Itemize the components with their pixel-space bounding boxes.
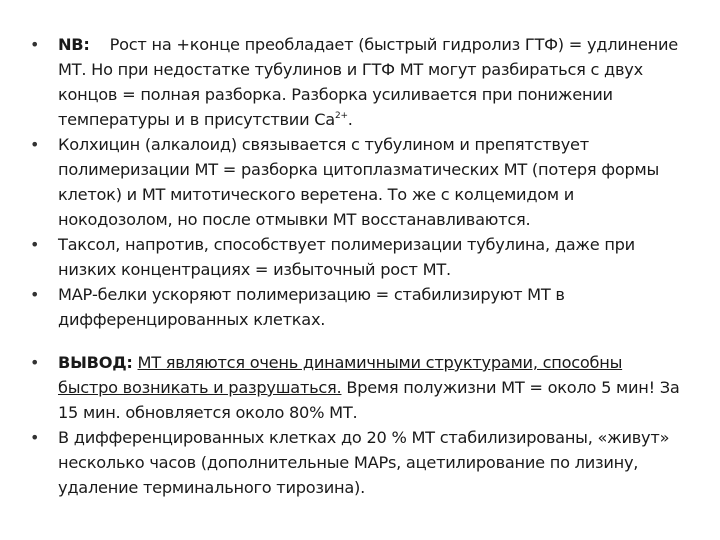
list-item-differentiated-cells bbox=[0, 425, 720, 500]
conclusion-underlined-text: МТ являются очень динамичными структурами, способны быстро возникать и разрушаться. bbox=[58, 353, 623, 397]
list-item-taxol bbox=[0, 232, 720, 282]
list-item-colchicine bbox=[0, 132, 720, 232]
list-item-conclusion bbox=[0, 350, 720, 425]
bullet-group-mechanisms bbox=[0, 32, 720, 332]
nb-text: Рост на +конце преобладает (быстрый гидролиз ГТФ) = удлинение МТ. Но при недостатке тубулинов и ГТФ МТ могут разбираться с двух концов = полная разборка. Разборка усиливается при понижении температуры и в присутствии Са bbox=[58, 35, 678, 129]
differentiated-cells-text: В дифференцированных клетках до 20 % МТ стабилизированы, «живут» несколько часов (дополнительные МАРs, ацетилирование по лизину, удаление терминального тирозина). bbox=[58, 428, 670, 497]
list-item-nb bbox=[0, 32, 720, 132]
bullet-icon: • bbox=[30, 135, 40, 154]
nb-label: NB: bbox=[58, 35, 90, 54]
bullet-icon: • bbox=[30, 235, 40, 254]
nb-tail: . bbox=[347, 110, 353, 129]
list-item-map-proteins bbox=[0, 282, 720, 332]
conclusion-text: Время полужизни МТ = около 5 мин! За 15 мин. обновляется около 80% МТ. bbox=[58, 378, 680, 422]
bullet-icon: • bbox=[30, 428, 40, 447]
bullet-icon: • bbox=[30, 285, 40, 304]
map-proteins-text: МАР-белки ускоряют полимеризацию = стабилизируют МТ в дифференцированных клетках. bbox=[58, 285, 565, 329]
bullet-icon: • bbox=[30, 35, 40, 54]
calcium-charge: 2+ bbox=[334, 111, 348, 121]
bullet-icon: • bbox=[30, 353, 40, 372]
conclusion-label: ВЫВОД: bbox=[58, 353, 133, 372]
taxol-text: Таксол, напротив, способствует полимеризации тубулина, даже при низких концентрациях = избыточный рост МТ. bbox=[58, 235, 635, 279]
bullet-group-conclusion bbox=[0, 350, 720, 500]
colchicine-text: Колхицин (алкалоид) связывается с тубулином и препятствует полимеризации МТ = разборка цитоплазматических МТ (потеря формы клеток) и МТ митотического веретена. То же с колцемидом и нокодозолом, но после отмывки МТ восстанавливаются. bbox=[58, 135, 660, 229]
